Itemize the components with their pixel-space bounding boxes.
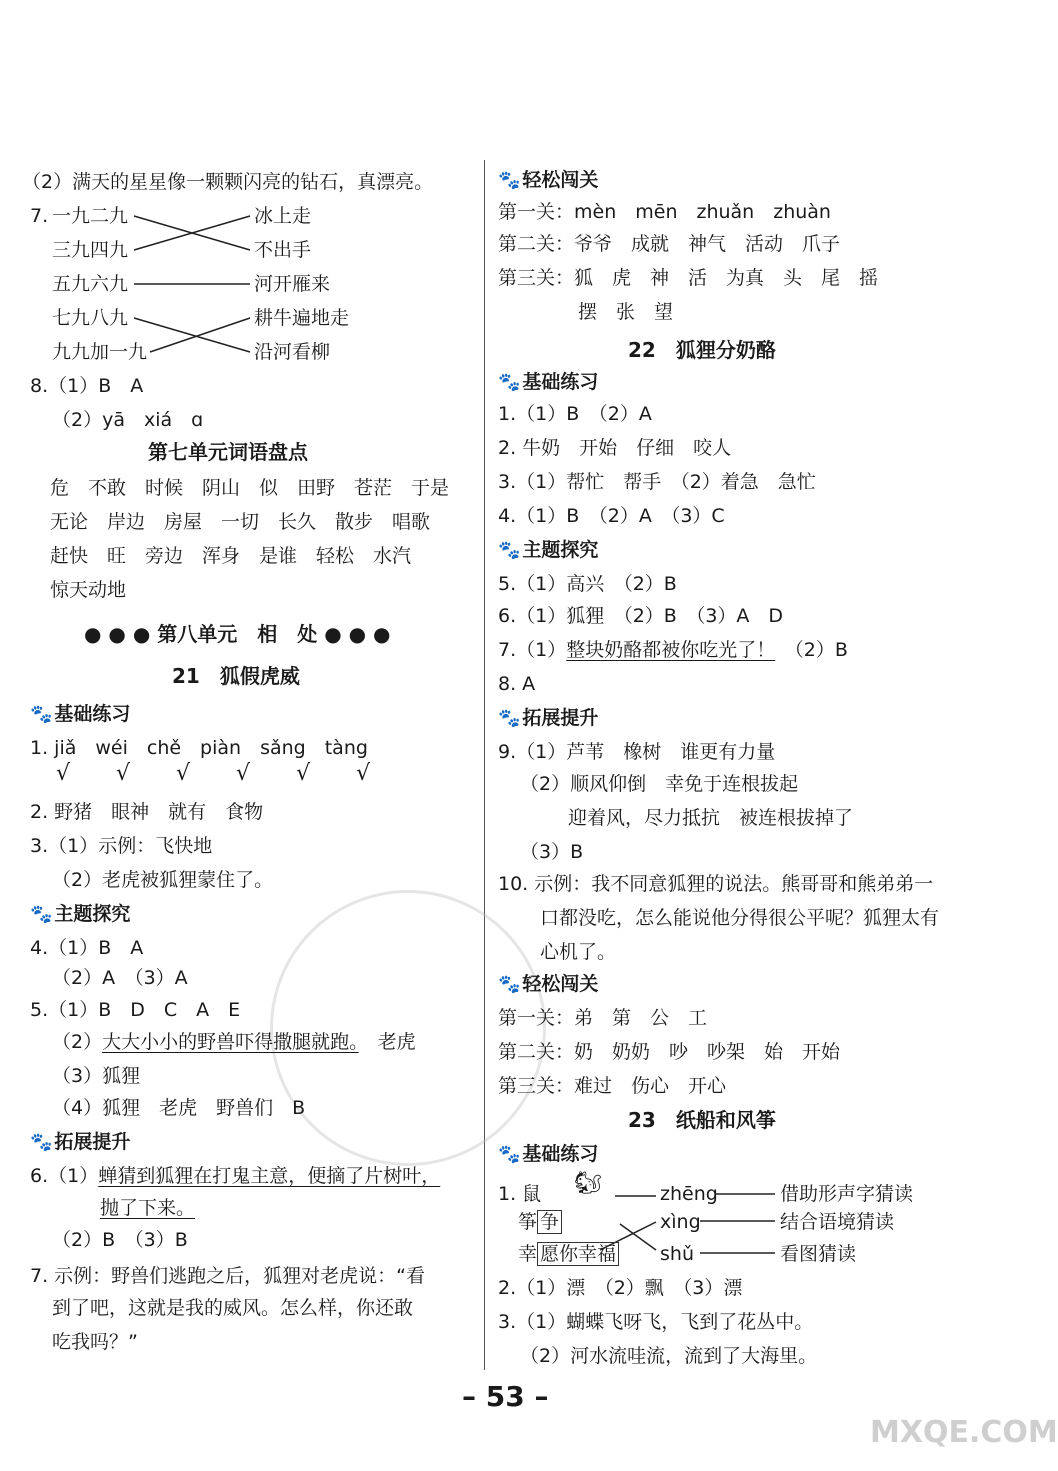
l21-q5-2 [52, 1030, 416, 1054]
dots-left: ● ● ● [84, 622, 158, 646]
gate-3: 第三关：狐 虎 神 活 为真 头 尾 摇 [498, 267, 879, 289]
l23-q1-a [518, 1210, 562, 1234]
q7-right-1: 冰上走 [254, 205, 312, 227]
l21-q6-1 [30, 1164, 440, 1188]
unit7-words-4: 惊天动地 [50, 579, 127, 601]
paw-icon: 🐾 [498, 372, 521, 393]
q6-2-text: （2）满天的星星像一颗颗闪亮的钻石，真漂亮。 [22, 171, 434, 193]
q6-1-pre: 6.（1） [30, 1165, 99, 1187]
paw-icon: 🐾 [498, 708, 521, 729]
dots-right: ● ● ● [317, 622, 391, 646]
paw-icon: 🐾 [30, 904, 53, 925]
l22-q6: 6.（1）狐狸 （2）B （3）A D [498, 605, 784, 627]
l22-q7 [498, 638, 848, 662]
l22-q10-2: 口都没吃，怎么能说他分得很公平呢？狐狸太有 [540, 907, 940, 929]
lesson21-title: 21 狐假虎威 [172, 664, 300, 688]
q1-a-char: 筝 [518, 1211, 538, 1233]
q1-b-char: 幸 [518, 1243, 538, 1265]
basic-heading-text: 基础练习 [522, 371, 599, 393]
l22-q9-1: 9.（1）芦苇 橡树 谁更有力量 [498, 741, 776, 763]
paw-icon: 🐾 [30, 1132, 53, 1153]
l21-q3-1: 3.（1）示例：飞快地 [30, 835, 213, 857]
unit8-title-text: 第八单元 相 处 [157, 622, 318, 646]
q7-left-5: 九九加一九 [52, 341, 148, 363]
l22-q9-2: （2）顺风仰倒 幸免于连根拔起 [520, 773, 799, 795]
q7-left-4: 七九八九 [52, 307, 129, 329]
q7-right-3: 河开雁来 [254, 273, 331, 295]
l21-q7-1: 7. 示例：野兽们逃跑之后，狐狸对老虎说：“看 [30, 1265, 426, 1287]
paw-icon: 🐾 [498, 1144, 521, 1165]
l21-q4-2: （2）A （3）A [52, 967, 188, 989]
l23-q3-1: 3.（1）蝴蝶飞呀飞，飞到了花丛中。 [498, 1311, 814, 1333]
l21-q1-pinyin: 1. jiǎ wéi chě piàn sǎng tàng [30, 737, 368, 759]
basic-heading-22 [498, 370, 598, 395]
gate-3-cont: 摆 张 望 [578, 301, 674, 323]
extend-heading-22 [498, 706, 598, 731]
match-line-4 [134, 318, 250, 352]
l21-q3-2: （2）老虎被狐狸蒙住了。 [52, 869, 274, 891]
squirrel-icon: 🐿 [574, 1171, 602, 1196]
l22-q4: 4.（1）B （2）A （3）C [498, 505, 725, 527]
unit7-title: 第七单元词语盘点 [148, 440, 308, 464]
paw-icon: 🐾 [498, 170, 521, 191]
q1-a-box: 争 [537, 1210, 562, 1234]
l22-q8: 8. A [498, 673, 536, 695]
basic-heading-text: 基础练习 [522, 1143, 599, 1165]
lesson23-title: 23 纸船和风筝 [628, 1108, 776, 1132]
theme-heading-21 [30, 902, 130, 927]
easy-heading-top [498, 168, 598, 193]
l21-q2: 2. 野猪 眼神 就有 食物 [30, 801, 264, 823]
l22-q3: 3.（1）帮忙 帮手 （2）着急 急忙 [498, 471, 816, 493]
easy-heading-text: 轻松闯关 [522, 973, 599, 995]
extend-heading-text: 拓展提升 [522, 707, 599, 729]
q7-right-4: 耕牛遍地走 [254, 307, 350, 329]
theme-heading-text: 主题探究 [522, 539, 599, 561]
l23-method-1: 借助形声字猜读 [780, 1183, 914, 1205]
q7-left-2: 三九四九 [52, 239, 129, 261]
q6-1-underlined: 蝉猜到狐狸在打鬼主意，便摘了片树叶， [98, 1165, 441, 1187]
theme-heading-22 [498, 538, 598, 563]
page-number: – 53 – [462, 1380, 549, 1413]
l23-pinyin-3: shǔ [660, 1243, 694, 1265]
l22-q10-3: 心机了。 [540, 941, 617, 963]
q7-number: 7. [30, 205, 49, 227]
l21-q7-2: 到了吧，这就是我的威风。怎么样，你还敢 [52, 1297, 414, 1319]
q7-left-1: 一九二九 [52, 205, 129, 227]
l22-q9-3: （3）B [520, 841, 584, 863]
theme-heading-text: 主题探究 [54, 903, 131, 925]
l23-q1-b [518, 1242, 619, 1266]
q7-pre: 7.（1） [498, 639, 567, 661]
unit8-title [84, 622, 391, 646]
easy-heading-22 [498, 972, 598, 997]
l22-q2: 2. 牛奶 开始 仔细 咬人 [498, 437, 732, 459]
extend-heading-text: 拓展提升 [54, 1131, 131, 1153]
l23-pinyin-2: xìng [660, 1211, 701, 1233]
q8-1: 8.（1）B A [30, 375, 144, 397]
unit7-words-2: 无论 岸边 房屋 一切 长久 散步 唱歌 [50, 511, 431, 533]
q7-left-3: 五九六九 [52, 273, 129, 295]
basic-heading-21 [30, 702, 130, 727]
lesson22-title: 22 狐狸分奶酪 [628, 338, 776, 362]
q7-right-2: 不出手 [254, 239, 312, 261]
gate-1: 第一关：mèn mēn zhuǎn zhuàn [498, 201, 831, 223]
l21-q6-23: （2）B （3）B [52, 1229, 188, 1251]
l21-q7-3: 吃我吗？” [52, 1331, 138, 1353]
basic-heading-text: 基础练习 [54, 703, 131, 725]
l21-q1-checks: √ √ √ √ √ √ [56, 761, 383, 786]
l22-gate-3: 第三关：难过 伤心 开心 [498, 1075, 727, 1097]
l21-q5-3: （3）狐狸 [52, 1065, 141, 1087]
q5-2-post: 老虎 [377, 1031, 416, 1053]
q7-post: （2）B [794, 639, 848, 661]
l23-pinyin-1: zhēng [660, 1183, 718, 1205]
q1-b-box: 愿你幸福 [537, 1242, 619, 1266]
q5-2-underlined: 大大小小的野兽吓得撒腿就跑。 [102, 1031, 359, 1053]
l22-q5: 5.（1）高兴 （2）B [498, 573, 677, 595]
gate-2: 第二关：爷爷 成就 神气 活动 爪子 [498, 233, 841, 255]
q7-right-5: 沿河看柳 [254, 341, 331, 363]
q7-underlined: 整块奶酪都被你吃光了！ [566, 639, 776, 661]
l22-q10-1: 10. 示例：我不同意狐狸的说法。熊哥哥和熊弟弟一 [498, 873, 934, 895]
easy-heading-text: 轻松闯关 [522, 169, 599, 191]
l22-gate-1: 第一关：弟 第 公 工 [498, 1007, 708, 1029]
unit7-words-1: 危 不敢 时候 阴山 似 田野 苍茫 于是 [50, 477, 450, 499]
q5-2-pre: （2） [52, 1031, 103, 1053]
l21-q6-1-cont: 抛了下来。 [100, 1197, 196, 1219]
l23-method-3: 看图猜读 [780, 1243, 857, 1265]
l21-q5-4: （4）狐狸 老虎 野兽们 B [52, 1097, 306, 1119]
l22-gate-2: 第二关：奶 奶奶 吵 吵架 始 开始 [498, 1041, 841, 1063]
unit7-words-3: 赶快 旺 旁边 浑身 是谁 轻松 水汽 [50, 545, 412, 567]
l21-q5-1: 5.（1）B D C A E [30, 999, 241, 1021]
l23-q1-num: 1. 鼠 [498, 1183, 542, 1205]
l23-method-2: 结合语境猜读 [780, 1211, 895, 1233]
l22-q9-2b: 迎着风，尽力抵抗 被连根拔掉了 [568, 807, 854, 829]
paw-icon: 🐾 [30, 704, 53, 725]
l23-q3-2: （2）河水流哇流，流到了大海里。 [520, 1345, 818, 1367]
l23-q2: 2.（1）漂 （2）飘 （3）漂 [498, 1277, 743, 1299]
watermark-text: MXQE.COM [870, 1415, 1058, 1450]
l21-q4-1: 4.（1）B A [30, 937, 144, 959]
l22-q1: 1.（1）B （2）A [498, 403, 652, 425]
basic-heading-23 [498, 1142, 598, 1167]
extend-heading-21 [30, 1130, 130, 1155]
q8-2: （2）yā xiá ɑ [52, 409, 204, 431]
paw-icon: 🐾 [498, 540, 521, 561]
paw-icon: 🐾 [498, 974, 521, 995]
